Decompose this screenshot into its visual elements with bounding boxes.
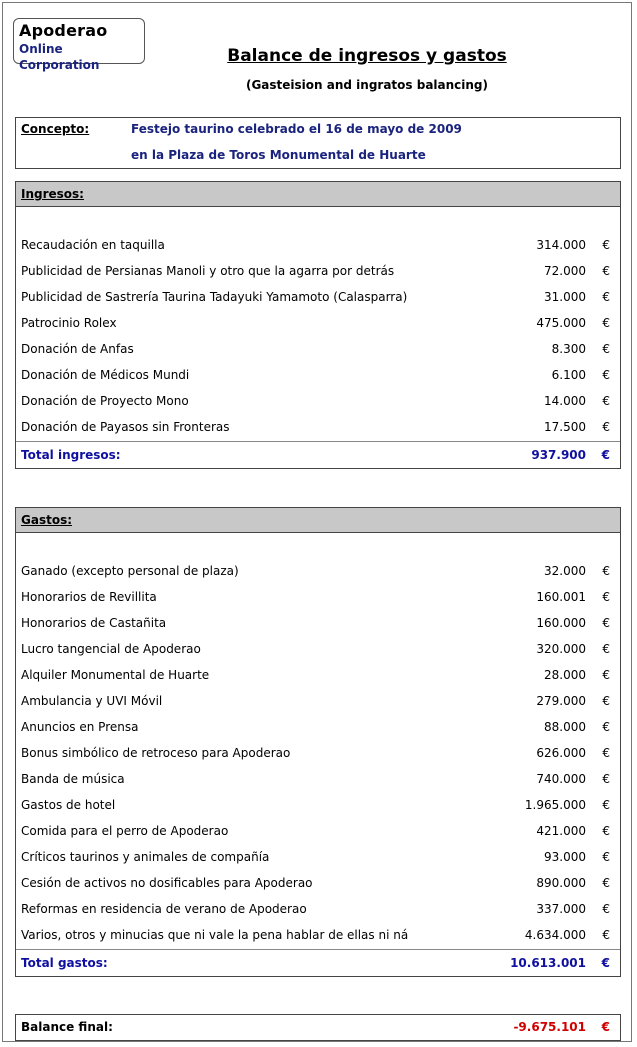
ingresos-total-amount: 937.900 xyxy=(531,448,586,462)
gasto-desc: Honorarios de Revillita xyxy=(21,590,157,604)
ingresos-heading: Ingresos: xyxy=(16,182,620,207)
gasto-row xyxy=(16,871,620,897)
ingresos-list xyxy=(16,207,620,441)
ingreso-currency: € xyxy=(602,394,610,408)
gasto-row xyxy=(16,663,620,689)
gasto-row xyxy=(16,715,620,741)
ingresos-total-currency: € xyxy=(601,448,610,462)
gasto-amount: 88.000 xyxy=(544,720,586,734)
balance-final-box xyxy=(15,1014,621,1041)
ingreso-desc: Patrocinio Rolex xyxy=(21,316,117,330)
gastos-total-currency: € xyxy=(601,956,610,970)
gasto-desc: Alquiler Monumental de Huarte xyxy=(21,668,210,682)
ingreso-desc: Publicidad de Sastrería Taurina Tadayuki Yamamoto (Calasparra) xyxy=(21,290,408,304)
ingreso-row xyxy=(16,233,620,259)
gasto-amount: 93.000 xyxy=(544,850,586,864)
balance-final-label: Balance final: xyxy=(21,1020,113,1034)
gasto-row xyxy=(16,559,620,585)
gasto-row xyxy=(16,845,620,871)
ingreso-row xyxy=(16,363,620,389)
ingreso-desc: Publicidad de Persianas Manoli y otro que la agarra por detrás xyxy=(21,264,395,278)
balance-final-currency: € xyxy=(601,1020,610,1034)
ingreso-currency: € xyxy=(602,290,610,304)
ingreso-currency: € xyxy=(602,420,610,434)
gasto-currency: € xyxy=(602,772,610,786)
gastos-total-label: Total gastos: xyxy=(21,956,108,970)
gasto-amount: 890.000 xyxy=(536,876,586,890)
gasto-row xyxy=(16,689,620,715)
ingreso-amount: 475.000 xyxy=(536,316,586,330)
gasto-currency: € xyxy=(602,824,610,838)
gasto-row xyxy=(16,611,620,637)
ingreso-amount: 17.500 xyxy=(544,420,586,434)
gasto-amount: 160.000 xyxy=(536,616,586,630)
gasto-desc: Comida para el perro de Apoderao xyxy=(21,824,229,838)
ingreso-desc: Recaudación en taquilla xyxy=(21,238,165,252)
gasto-currency: € xyxy=(602,590,610,604)
ingreso-row xyxy=(16,389,620,415)
gasto-currency: € xyxy=(602,876,610,890)
gasto-currency: € xyxy=(602,694,610,708)
ingreso-amount: 6.100 xyxy=(551,368,586,382)
ingresos-section xyxy=(15,181,621,469)
gasto-desc: Cesión de activos no dosificables para Apoderao xyxy=(21,876,313,890)
gasto-row xyxy=(16,897,620,923)
gasto-amount: 626.000 xyxy=(536,746,586,760)
gasto-currency: € xyxy=(602,616,610,630)
gasto-desc: Ganado (excepto personal de plaza) xyxy=(21,564,239,578)
gasto-row xyxy=(16,767,620,793)
gasto-desc: Bonus simbólico de retroceso para Apoderao xyxy=(21,746,291,760)
ingreso-currency: € xyxy=(602,238,610,252)
ingreso-currency: € xyxy=(602,316,610,330)
gasto-row xyxy=(16,637,620,663)
gasto-amount: 160.001 xyxy=(536,590,586,604)
concepto-label: Concepto: xyxy=(21,122,90,136)
gasto-desc: Anuncios en Prensa xyxy=(21,720,139,734)
gasto-amount: 337.000 xyxy=(536,902,586,916)
gasto-desc: Gastos de hotel xyxy=(21,798,116,812)
gasto-amount: 279.000 xyxy=(536,694,586,708)
balance-final-amount: -9.675.101 xyxy=(513,1020,586,1034)
ingreso-desc: Donación de Médicos Mundi xyxy=(21,368,190,382)
gasto-amount: 28.000 xyxy=(544,668,586,682)
gasto-desc: Reformas en residencia de verano de Apoderao xyxy=(21,902,307,916)
gasto-currency: € xyxy=(602,642,610,656)
ingreso-row xyxy=(16,337,620,363)
balance-sheet xyxy=(2,2,632,1042)
gasto-currency: € xyxy=(602,902,610,916)
ingresos-total-row xyxy=(16,441,620,468)
ingreso-row xyxy=(16,415,620,441)
ingreso-desc: Donación de Anfas xyxy=(21,342,134,356)
ingreso-amount: 8.300 xyxy=(551,342,586,356)
ingreso-amount: 14.000 xyxy=(544,394,586,408)
gasto-desc: Varios, otros y minucias que ni vale la pena hablar de ellas ni ná xyxy=(21,928,409,942)
gasto-row xyxy=(16,741,620,767)
concepto-line-2: en la Plaza de Toros Monumental de Huarte xyxy=(131,148,426,162)
gasto-amount: 4.634.000 xyxy=(524,928,586,942)
gasto-currency: € xyxy=(602,928,610,942)
concepto-line-1: Festejo taurino celebrado el 16 de mayo de 2009 xyxy=(131,122,462,136)
gasto-amount: 320.000 xyxy=(536,642,586,656)
gastos-total-amount: 10.613.001 xyxy=(510,956,586,970)
gasto-row xyxy=(16,923,620,949)
ingreso-desc: Donación de Payasos sin Fronteras xyxy=(21,420,230,434)
logo-name: Apoderao xyxy=(19,21,108,40)
gastos-list xyxy=(16,533,620,949)
gasto-currency: € xyxy=(602,850,610,864)
ingreso-row xyxy=(16,311,620,337)
ingreso-row xyxy=(16,259,620,285)
page-title: Balance de ingresos y gastos xyxy=(227,46,507,66)
ingreso-row xyxy=(16,285,620,311)
gastos-heading: Gastos: xyxy=(16,508,620,533)
gasto-desc: Ambulancia y UVI Móvil xyxy=(21,694,163,708)
ingreso-amount: 72.000 xyxy=(544,264,586,278)
ingreso-amount: 31.000 xyxy=(544,290,586,304)
gastos-total-row xyxy=(16,949,620,976)
gasto-amount: 32.000 xyxy=(544,564,586,578)
gasto-row xyxy=(16,819,620,845)
ingreso-currency: € xyxy=(602,264,610,278)
gasto-currency: € xyxy=(602,746,610,760)
ingreso-currency: € xyxy=(602,342,610,356)
ingreso-amount: 314.000 xyxy=(536,238,586,252)
gasto-amount: 740.000 xyxy=(536,772,586,786)
page-subtitle: (Gasteision and ingratos balancing) xyxy=(245,78,489,92)
ingreso-currency: € xyxy=(602,368,610,382)
gasto-currency: € xyxy=(602,798,610,812)
ingresos-total-label: Total ingresos: xyxy=(21,448,121,462)
gasto-amount: 1.965.000 xyxy=(524,798,586,812)
ingreso-desc: Donación de Proyecto Mono xyxy=(21,394,189,408)
gasto-currency: € xyxy=(602,564,610,578)
gasto-row xyxy=(16,793,620,819)
concepto-box xyxy=(15,117,621,169)
gasto-desc: Honorarios de Castañita xyxy=(21,616,167,630)
gasto-desc: Lucro tangencial de Apoderao xyxy=(21,642,201,656)
gasto-row xyxy=(16,585,620,611)
gasto-amount: 421.000 xyxy=(536,824,586,838)
gasto-currency: € xyxy=(602,668,610,682)
gasto-desc: Críticos taurinos y animales de compañía xyxy=(21,850,270,864)
gasto-currency: € xyxy=(602,720,610,734)
logo-corporation: Online Corporation xyxy=(19,42,100,72)
gasto-desc: Banda de música xyxy=(21,772,125,786)
gastos-section xyxy=(15,507,621,977)
